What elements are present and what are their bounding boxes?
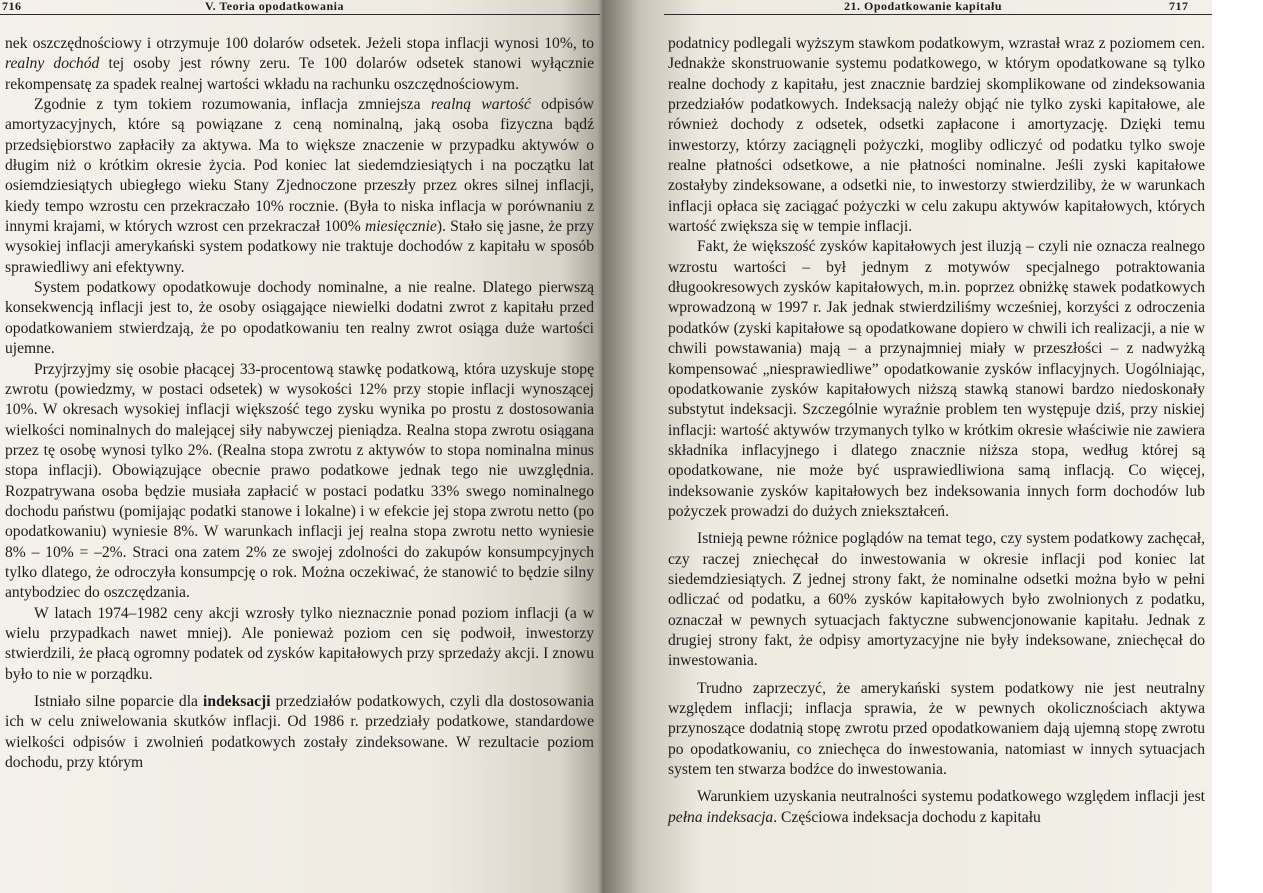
paragraph: Zgodnie z tym tokiem rozumowania, inflacja zmniejsza realną wartość odpisów amortyzacyjnych, które są powiązane z ceną nominalną, jaką osoba fizyczna bądź przedsiębiorstwo zapłaciły za aktywa. Ma to większe znaczenie w przypadku aktywów o długim niż o krótkim okresie życia. Pod koniec lat siedemdziesiątych i na początku lat osiemdziesiątych ubiegłego wieku Stany Zjednoczone przeszły przez okres silnej inflacji, kiedy tempo wzrostu cen przekraczało 10% rocznie. (Była to niska inflacja w porównaniu z innymi krajami, w których wzrost cen przekraczał 100% miesięcznie). Stało się jasne, że przy wysokiej inflacji amerykański system podatkowy nie traktuje dochodów z kapitału w sposób sprawiedliwy ani efektywny. xyxy=(5,96,594,276)
italic-term: realną wartość xyxy=(430,96,531,114)
body-text xyxy=(668,34,1205,828)
body-text xyxy=(5,34,594,773)
paragraph: Fakt, że większość zysków kapitałowych jest iluzją – czyli nie oznacza realnego wzrostu wartości – był jednym z motywów specjalnego potraktowania długookresowych zysków kapitałowych, m.in. poprzez obniżkę stawek podatkowych wprowadzoną w 1997 r. Jak jednak stwierdziliśmy wcześniej, korzyści z odroczenia podatków (zyski kapitałowe są opodatkowane dopiero w chwili ich realizacji, a nie w chwili powstawania) mają – a przynajmniej miały w przeszłości – z nadwyżką kompensować „niesprawiedliwe” opodatkowanie zysków inflacyjnych. Uogólniając, opodatkowanie zysków kapitałowych niższą stawką stanowi bardzo niedoskonały substytut indeksacji. Szczególnie wyraźnie problem ten występuje dziś, przy niskiej inflacji: wartość aktywów trzymanych tylko w krótkim okresie właściwie nie zawiera składnika inflacyjnego i dlatego znacznie niższa stopa, według której są opodatkowane, nie może być usprawiedliwiona samą inflacją. Co więcej, indeksowanie zysków kapitałowych bez indeksowania innych form dochodów lub pożyczek prowadzi do dużych zniekształceń. xyxy=(668,238,1205,520)
paragraph: System podatkowy opodatkowuje dochody nominalne, a nie realne. Dlatego pierwszą konsekwencją inflacji jest to, że osoby osiągające niewielki dodatni zwrot z kapitału przed opodatkowaniem stwierdzają, że po opodatkowaniu ten realny zwrot osiąga duże wartości ujemne. xyxy=(5,279,594,358)
paragraph: W latach 1974–1982 ceny akcji wzrosły tylko nieznacznie ponad poziom inflacji (a w wielu przypadkach nawet mniej). Ale ponieważ poziom cen się podwoił, inwestorzy stwierdzili, że płacą ogromny podatek od zysków kapitałowych przy sprzedaży akcji. I znowu było to nie w porządku. xyxy=(5,604,594,683)
bold-term: indeksacji xyxy=(203,693,271,710)
paragraph: Przyjrzyjmy się osobie płacącej 33-procentową stawkę podatkową, która uzyskuje stopę zwrotu (powiedzmy, w postaci odsetek) w wysokości 12% przy stopie inflacji wynoszącej 10%. W okresach wysokiej inflacji większość tego zysku wynika po prostu z dostosowania wielkości nominalnych do malejącej siły nabywczej pieniądza. Realna stopa zwrotu osiągana przez tę osobę wynosi tylko 2%. (Realna stopa zwrotu z aktywów to stopa nominalna minus stopa inflacji). Obowiązujące obecnie prawo podatkowe jednak tego nie uwzględnia. Rozpatrywana osoba będzie musiała zapłacić w postaci podatku 33% swego nominalnego dochodu państwu (pomijając podatki stanowe i lokalne) i w efekcie jej stopa zwrotu netto (po opodatkowaniu) wyniesie 8%. W warunkach inflacji jej realna stopa zwrotu netto wyniesie 8% – 10% = –2%. Straci ona zatem 2% ze swojej zdolności do zakupów konsumpcyjnych tylko dlatego, że odroczyła konsumpcję o rok. Można oczekiwać, że stanowić to będzie silny antybodziec do oszczędzania. xyxy=(5,360,594,602)
italic-term: miesięcznie xyxy=(364,218,437,236)
right-page xyxy=(604,0,1212,893)
page-number: 716 xyxy=(2,0,22,13)
paragraph: nek oszczędnościowy i otrzymuje 100 dolarów odsetek. Jeżeli stopa inflacji wynosi 10%, to realny dochód tej osoby jest równy zeru. Te 100 dolarów odsetek stanowi wyłącznie rekompensatę za spadek realnej wartości wkładu na rachunku oszczędnościowym. xyxy=(5,35,595,93)
paragraph: Trudno zaprzeczyć, że amerykański system podatkowy nie jest neutralny względem inflacji; inflacja sprawia, że w pewnych okolicznościach aktywa przynoszące dodatnią stopę zwrotu przed opodatkowaniem dają ujemną stopę zwrotu po opodatkowaniu, co zniechęca do inwestowania, natomiast w innych sytuacjach system ten stwarza bodźce do inwestowania. xyxy=(668,679,1205,779)
paragraph: Warunkiem uzyskania neutralności systemu podatkowego względem inflacji jest pełna indeksacja. Częściowa indeksacja dochodu z kapitału xyxy=(668,788,1205,826)
running-head: 21. Opodatkowanie kapitału xyxy=(844,0,1003,13)
paragraph: podatnicy podlegali wyższym stawkom podatkowym, wzrastał wraz z poziomem cen. Jednakże skonstruowanie systemu podatkowego, w którym opodatkowane są tylko realne dochody z kapitału, jest znacznie bardziej skomplikowane od zindeksowania przedziałów podatkowych. Indeksacją należy objąć nie tylko zyski kapitałowe, ale również dochody z odsetek, odsetki zapłacone i amortyzację. Dzięki temu inwestorzy, którzy zaciągnęli pożyczki, mogliby odliczyć od podatku tylko swoje realne płatności odsetkowe, a nie płatności nominalne. Jeśli zyski kapitałowe zostałyby zindeksowane, a odsetki nie, to inwestorzy stwierdziliby, że w warunkach inflacji opłaca się zaciągać pożyczki w celu zakupu aktywów kapitałowych, których wartość zwiększa się w tempie inflacji. xyxy=(668,35,1205,236)
running-head: V. Teoria opodatkowania xyxy=(205,0,344,13)
header-rule xyxy=(664,14,1212,15)
paragraph: Istnieją pewne różnice poglądów na temat tego, czy system podatkowy zachęcał, czy raczej zniechęcał do inwestowania w okresie inflacji pod koniec lat siedemdziesiątych. Z jednej strony fakt, że nominalne odsetki można było w pełni odliczać od podatku, a 60% zysków kapitałowych było zwolnionych z podatku, oznaczał w pewnych sytuacjach faktyczne subwencjonowanie kapitału. Jednak z drugiej strony fakt, że odpisy amortyzacyjne nie były indeksowane, zniechęcał do inwestowania. xyxy=(668,530,1205,670)
background-margin xyxy=(1212,0,1263,893)
left-page xyxy=(0,0,610,893)
paragraph: Istniało silne poparcie dla indeksacji przedziałów podatkowych, czyli dla dostosowania ich w celu zniwelowania skutków inflacji. Od 1986 r. przedziały podatkowe, standardowe wielkości odpisów i zwolnień podatkowych zostały zindeksowane. W rezultacie poziom dochodu, przy którym xyxy=(5,693,594,772)
italic-term: pełna indeksacja xyxy=(668,808,774,826)
header-rule xyxy=(0,14,600,15)
page-number: 717 xyxy=(1169,0,1189,13)
italic-term: realny dochód xyxy=(5,55,100,73)
